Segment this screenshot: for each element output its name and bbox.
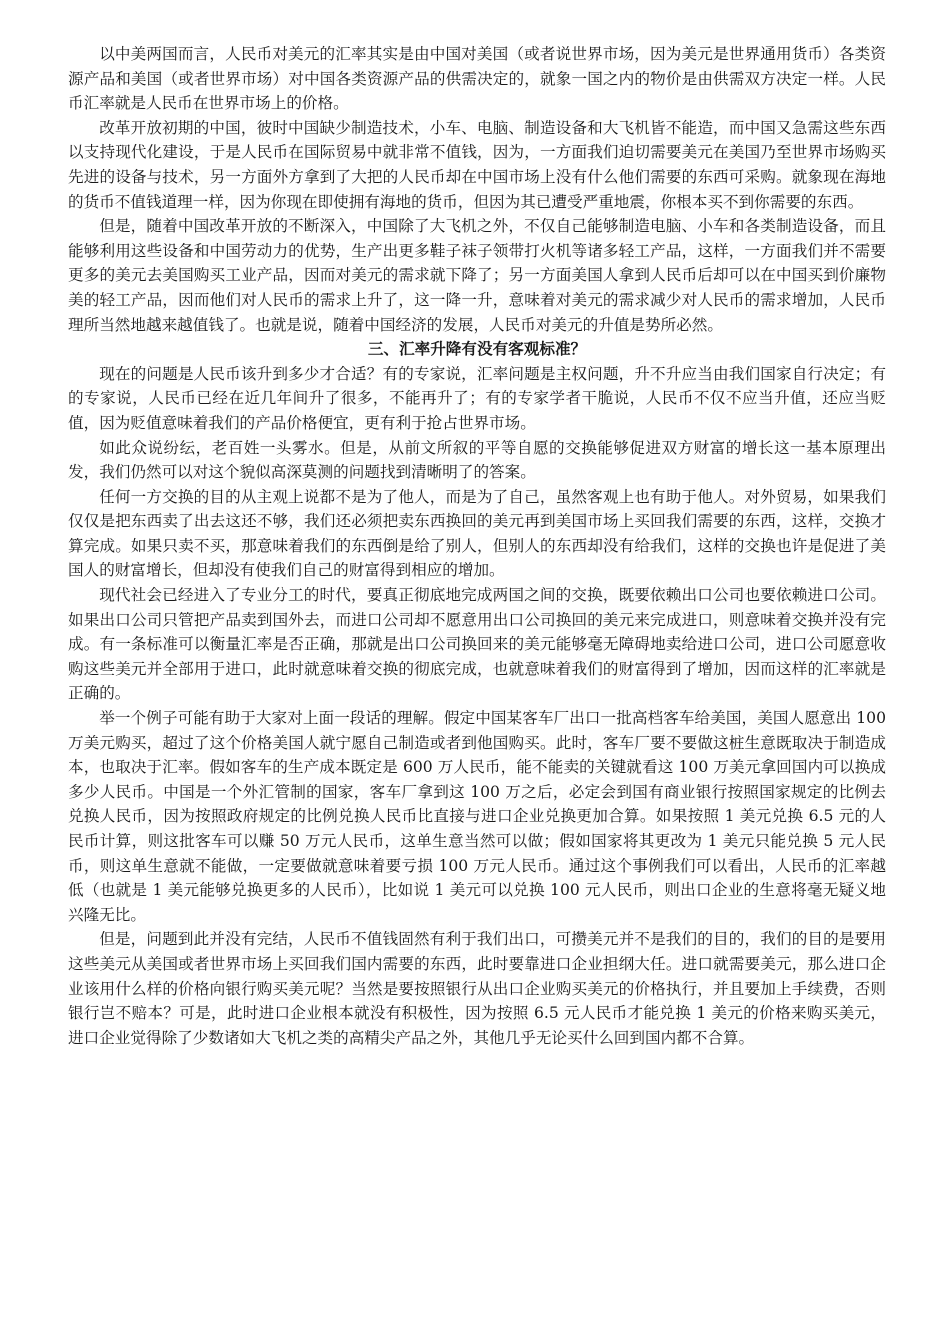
paragraph: 现在的问题是人民币该升到多少才合适？有的专家说，汇率问题是主权问题，升不升应当由我们国家自行决定；有的专家说，人民币已经在近几年间升了很多，不能再升了；有的专家学者干脆说，人民币不仅不应当升值，还应当贬值，因为贬值意味着我们的产品价格便宜，更有利于抢占世界市场。 <box>68 364 886 432</box>
paragraph: 任何一方交换的目的从主观上说都不是为了他人，而是为了自己，虽然客观上也有助于他人。对外贸易，如果我们仅仅是把东西卖了出去这还不够，我们还必须把卖东西换回的美元再到美国市场上买回我们需要的东西，这样，交换才算完成。如果只卖不买，那意味着我们的东西倒是给了别人，但别人的东西却没有给我们，这样的交换也许是促进了美国人的财富增长，但却没有使我们自己的财富得到相应的增加。 <box>68 487 886 580</box>
paragraph: 但是，随着中国改革开放的不断深入，中国除了大飞机之外，不仅自己能够制造电脑、小车和各类制造设备，而且能够利用这些设备和中国劳动力的优势，生产出更多鞋子袜子领带打火机等诸多轻工产品，这样，一方面我们并不需要更多的美元去美国购买工业产品，因而对美元的需求就下降了；另一方面美国人拿到人民币后却可以在中国买到价廉物美的轻工产品，因而他们对人民币的需求上升了，这一降一升，意味着对美元的需求减少对人民币的需求增加，人民币理所当然地越来越值钱了。也就是说，随着中国经济的发展，人民币对美元的升值是势所必然。 <box>68 217 886 334</box>
paragraph: 现代社会已经进入了专业分工的时代，要真正彻底地完成两国之间的交换，既要依赖出口公司也要依赖进口公司。如果出口公司只管把产品卖到国外去，而进口公司却不愿意用出口公司换回的美元来完成进口，则意味着交换并没有完成。有一条标准可以衡量汇率是否正确，那就是出口公司换回来的美元能够毫无障碍地卖给进口公司，进口公司愿意收购这些美元并全部用于进口，此时就意味着交换的彻底完成，也就意味着我们的财富得到了增加，因而这样的汇率就是正确的。 <box>68 586 886 703</box>
paragraph: 改革开放初期的中国，彼时中国缺少制造技术，小车、电脑、制造设备和大飞机皆不能造，而中国又急需这些东西以支持现代化建设，于是人民币在国际贸易中就非常不值钱，因为，一方面我们迫切需要美元在美国乃至世界市场购买先进的设备与技术，另一方面外方拿到了大把的人民币却在中国市场上没有什么他们需要的东西可采购。就象现在海地的货币不值钱道理一样，因为你现在即使拥有海地的货币，但因为其已遭受严重地震，你根本买不到你需要的东西。 <box>68 118 886 211</box>
section-heading: 三、汇率升降有没有客观标准？ <box>367 339 587 359</box>
paragraph: 举一个例子可能有助于大家对上面一段话的理解。假定中国某客车厂出口一批高档客车给美国，美国人愿意出 100 万美元购买，超过了这个价格美国人就宁愿自己制造或者到他国购买。此时，客车厂要不要做这桩生意既取决于制造成本，也取决于汇率。假如客车的生产成本既定是 600 万人民币，能不能卖的关键就看这 100 万美元拿回国内可以换成多少人民币。中国是一个外汇管制的国家，客车厂拿到这 100 万之后，必定会到国有商业银行按照国家规定的比例去兑换人民币，因为按照政府规定的比例兑换人民币比直接与进口企业兑换更加合算。如果按照 1 美元兑换 6.5 元的人民币计算，则这批客车可以赚 50 万元人民币，这单生意当然可以做；假如国家将其更改为 1 美元只能兑换 5 元人民币，则这单生意就不能做，一定要做就意味着要亏损 100 万元人民币。通过这个事例我们可以看出，人民币的汇率越低（也就是 1 美元能够兑换更多的人民币），比如说 1 美元可以兑换 100 元人民币，则出口企业的生意将毫无疑义地兴隆无比。 <box>68 709 886 924</box>
paragraph: 但是，问题到此并没有完结，人民币不值钱固然有利于我们出口，可攒美元并不是我们的目的，我们的目的是要用这些美元从美国或者世界市场上买回我们国内需要的东西，此时要靠进口企业担纲大任。进口就需要美元，那么进口企业该用什么样的价格向银行购买美元呢？当然是要按照银行从出口企业购买美元的价格执行，并且要加上手续费，否则银行岂不赔本？可是，此时进口企业根本就没有积极性，因为按照 6.5 元人民币才能兑换 1 美元的价格来购买美元，进口企业觉得除了少数诸如大飞机之类的高精尖产品之外，其他几乎无论买什么回到国内都不合算。 <box>68 930 886 1047</box>
paragraph: 以中美两国而言，人民币对美元的汇率其实是由中国对美国（或者说世界市场，因为美元是世界通用货币）各类资源产品和美国（或者世界市场）对中国各类资源产品的供需决定的，就象一国之内的物价是由供需双方决定一样。人民币汇率就是人民币在世界市场上的价格。 <box>68 45 886 113</box>
document-page <box>68 42 886 1050</box>
paragraph: 如此众说纷纭，老百姓一头雾水。但是，从前文所叙的平等自愿的交换能够促进双方财富的增长这一基本原理出发，我们仍然可以对这个貌似高深莫测的问题找到清晰明了的答案。 <box>68 438 886 482</box>
